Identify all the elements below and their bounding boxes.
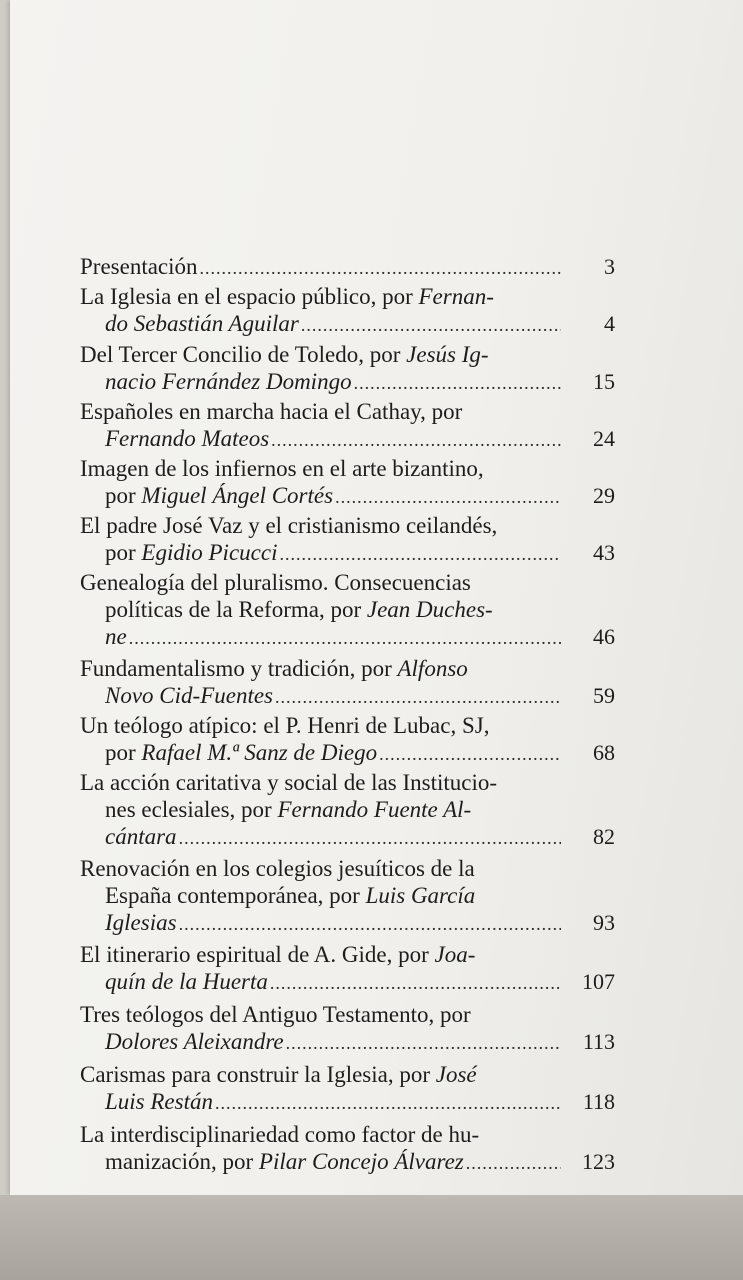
- toc-line: [80, 712, 615, 739]
- toc-line: [80, 253, 615, 280]
- toc-entry: [80, 655, 615, 709]
- toc-line: [80, 855, 615, 882]
- toc-author: Luis García: [365, 883, 476, 908]
- toc-line-text: [80, 770, 497, 795]
- toc-line: [80, 512, 615, 539]
- toc-author: quín de la Huerta: [105, 969, 268, 994]
- toc-text: La acción caritativa y social de las Institucio-: [80, 770, 498, 795]
- toc-entry: [80, 941, 615, 995]
- toc-author: Egidio Picucci: [141, 540, 278, 565]
- toc-line: [80, 425, 615, 452]
- page-number: 118: [582, 1089, 615, 1114]
- toc-line-text: [105, 1028, 284, 1055]
- toc-text: Fundamentalismo y tradición, por: [80, 656, 398, 681]
- dot-leader: [270, 970, 561, 997]
- toc-entry: [80, 455, 615, 509]
- toc-line: [80, 310, 615, 337]
- toc-entry: [80, 1061, 615, 1115]
- toc-author: Novo Cid-Fuentes: [105, 683, 273, 708]
- toc-line: [80, 482, 615, 509]
- toc-entry: [80, 283, 615, 337]
- toc-line: [80, 1148, 615, 1175]
- toc-line: [80, 1061, 615, 1088]
- toc-author: Fernan-: [418, 284, 494, 309]
- dot-leader: [200, 255, 561, 282]
- toc-entry: [80, 769, 615, 850]
- toc-line: [80, 823, 615, 850]
- toc-entry: [80, 398, 615, 452]
- toc-line-text: [80, 1122, 479, 1147]
- toc-line-text: [80, 713, 489, 738]
- page-number: 107: [582, 969, 615, 994]
- toc-line-text: [80, 513, 497, 538]
- toc-author: Fernando Mateos: [105, 426, 270, 451]
- toc-line-text: [105, 883, 475, 908]
- toc-author: ne: [105, 624, 127, 649]
- toc-text: El padre José Vaz y el cristianismo ceilandés,: [80, 513, 498, 538]
- toc-line: [80, 283, 615, 310]
- dot-leader: [179, 911, 561, 938]
- toc-line-text: [80, 1062, 477, 1087]
- toc-line-text: [105, 1148, 464, 1175]
- toc-author: Jesús Ig-: [406, 342, 489, 367]
- toc-entry: [80, 341, 615, 395]
- page-number: 59: [593, 683, 615, 708]
- toc-line: [80, 968, 615, 995]
- toc-author: Pilar Concejo Álvarez: [258, 1149, 464, 1174]
- toc-line: [80, 682, 615, 709]
- toc-entry: [80, 712, 615, 766]
- toc-entry: [80, 855, 615, 936]
- toc-author: Alfonso: [397, 656, 468, 681]
- dot-leader: [301, 312, 561, 339]
- toc-line: [80, 909, 615, 936]
- toc-author: Fernando Fuente Al-: [277, 797, 472, 822]
- toc-text: La Iglesia en el espacio público, por: [80, 284, 419, 309]
- toc-line: [80, 655, 615, 682]
- toc-line: [80, 569, 615, 596]
- toc-line-text: [80, 284, 494, 309]
- toc-author: Miguel Ángel Cortés: [141, 483, 334, 508]
- page-number: 43: [593, 540, 615, 565]
- dot-leader: [466, 1150, 561, 1177]
- dot-leader: [179, 825, 561, 852]
- toc-line-text: [105, 310, 299, 337]
- toc-text: Tres teólogos del Antiguo Testamento, por: [80, 1002, 471, 1027]
- page-number: 15: [593, 369, 615, 394]
- toc-line-text: [105, 797, 471, 822]
- toc-text: Un teólogo atípico: el P. Henri de Lubac, SJ,: [80, 713, 490, 738]
- toc-line: [80, 769, 615, 796]
- toc-author: Jean Duches-: [366, 597, 493, 622]
- toc-line-text: [80, 456, 484, 481]
- toc-text: manización, por: [105, 1149, 259, 1174]
- page-number: 93: [593, 910, 615, 935]
- dot-leader: [379, 741, 561, 768]
- page-number: 68: [593, 740, 615, 765]
- toc-line: [80, 455, 615, 482]
- toc-line: [80, 941, 615, 968]
- toc-text: Carismas para construir la Iglesia, por: [80, 1062, 436, 1087]
- dot-leader: [279, 541, 561, 568]
- toc-text: Imagen de los infiernos en el arte bizantino,: [80, 456, 484, 481]
- toc-line-text: [80, 253, 198, 280]
- toc-line-text: [105, 482, 333, 509]
- toc-line-text: [105, 968, 268, 995]
- dot-leader: [275, 684, 561, 711]
- toc-line-text: [105, 1088, 213, 1115]
- toc-text: por: [105, 540, 142, 565]
- toc-line-text: [105, 539, 277, 566]
- toc-line: [80, 596, 615, 623]
- toc-text: Españoles en marcha hacia el Cathay, por: [80, 399, 463, 424]
- toc-line: [80, 1001, 615, 1028]
- dot-leader: [286, 1030, 561, 1057]
- surface-below-page: [0, 1195, 743, 1280]
- toc-line-text: [105, 739, 377, 766]
- toc-author: cántara: [105, 824, 177, 849]
- toc-author: Rafael M.ª Sanz de Diego: [141, 740, 378, 765]
- page-number: 3: [604, 254, 615, 279]
- toc-author: do Sebastián Aguilar: [105, 311, 299, 336]
- toc-line-text: [105, 823, 177, 850]
- toc-line: [80, 368, 615, 395]
- toc-line-text: [105, 597, 493, 622]
- toc-entry: [80, 569, 615, 650]
- toc-text: políticas de la Reforma, por: [105, 597, 367, 622]
- toc-line: [80, 796, 615, 823]
- toc-author: José: [435, 1062, 477, 1087]
- toc-author: Luis Restán: [105, 1089, 213, 1114]
- toc-line-text: [80, 342, 489, 367]
- page-number: 113: [582, 1029, 615, 1054]
- toc-line-text: [105, 682, 273, 709]
- page-number: 29: [593, 483, 615, 508]
- toc-text: España contemporánea, por: [105, 883, 366, 908]
- toc-line: [80, 882, 615, 909]
- toc-entry: [80, 512, 615, 566]
- toc-text: El itinerario espiritual de A. Gide, por: [80, 942, 435, 967]
- toc-entry: [80, 1001, 615, 1055]
- toc-line-text: [80, 856, 475, 881]
- toc-line: [80, 623, 615, 650]
- toc-line-text: [80, 570, 471, 595]
- toc-text: nes eclesiales, por: [105, 797, 278, 822]
- toc-author: Iglesias: [105, 910, 177, 935]
- dot-leader: [215, 1090, 561, 1117]
- toc-line-text: [105, 368, 352, 395]
- toc-author: nacio Fernández Domingo: [105, 369, 352, 394]
- toc-line: [80, 398, 615, 425]
- toc-line-text: [80, 1002, 471, 1027]
- toc-entry: [80, 1121, 615, 1175]
- page-number: 46: [593, 624, 615, 649]
- toc-author: Dolores Aleixandre: [105, 1029, 284, 1054]
- toc-text: por: [105, 740, 142, 765]
- toc-line: [80, 739, 615, 766]
- toc-line: [80, 539, 615, 566]
- dot-leader: [129, 625, 561, 652]
- toc-text: La interdisciplinariedad como factor de hu-: [80, 1122, 480, 1147]
- dot-leader: [354, 370, 561, 397]
- toc-line-text: [80, 399, 462, 424]
- toc-line: [80, 1028, 615, 1055]
- toc-line: [80, 1088, 615, 1115]
- toc-entry: [80, 253, 615, 280]
- toc-text: Presentación: [80, 254, 198, 279]
- dot-leader: [335, 484, 561, 511]
- toc-line-text: [80, 942, 475, 967]
- toc-text: Genealogía del pluralismo. Consecuencias: [80, 570, 471, 595]
- toc-line-text: [105, 425, 269, 452]
- toc-line-text: [80, 656, 468, 681]
- toc-author: Joa-: [434, 942, 476, 967]
- toc-line-text: [105, 623, 127, 650]
- page-number: 82: [593, 824, 615, 849]
- toc-text: Del Tercer Concilio de Toledo, por: [80, 342, 407, 367]
- toc-text: Renovación en los colegios jesuíticos de la: [80, 856, 475, 881]
- toc-text: por: [105, 483, 142, 508]
- toc-line-text: [105, 909, 177, 936]
- page-number: 24: [593, 426, 615, 451]
- toc-line: [80, 341, 615, 368]
- toc-line: [80, 1121, 615, 1148]
- dot-leader: [271, 427, 561, 454]
- page-number: 123: [582, 1149, 615, 1174]
- page-number: 4: [604, 311, 615, 336]
